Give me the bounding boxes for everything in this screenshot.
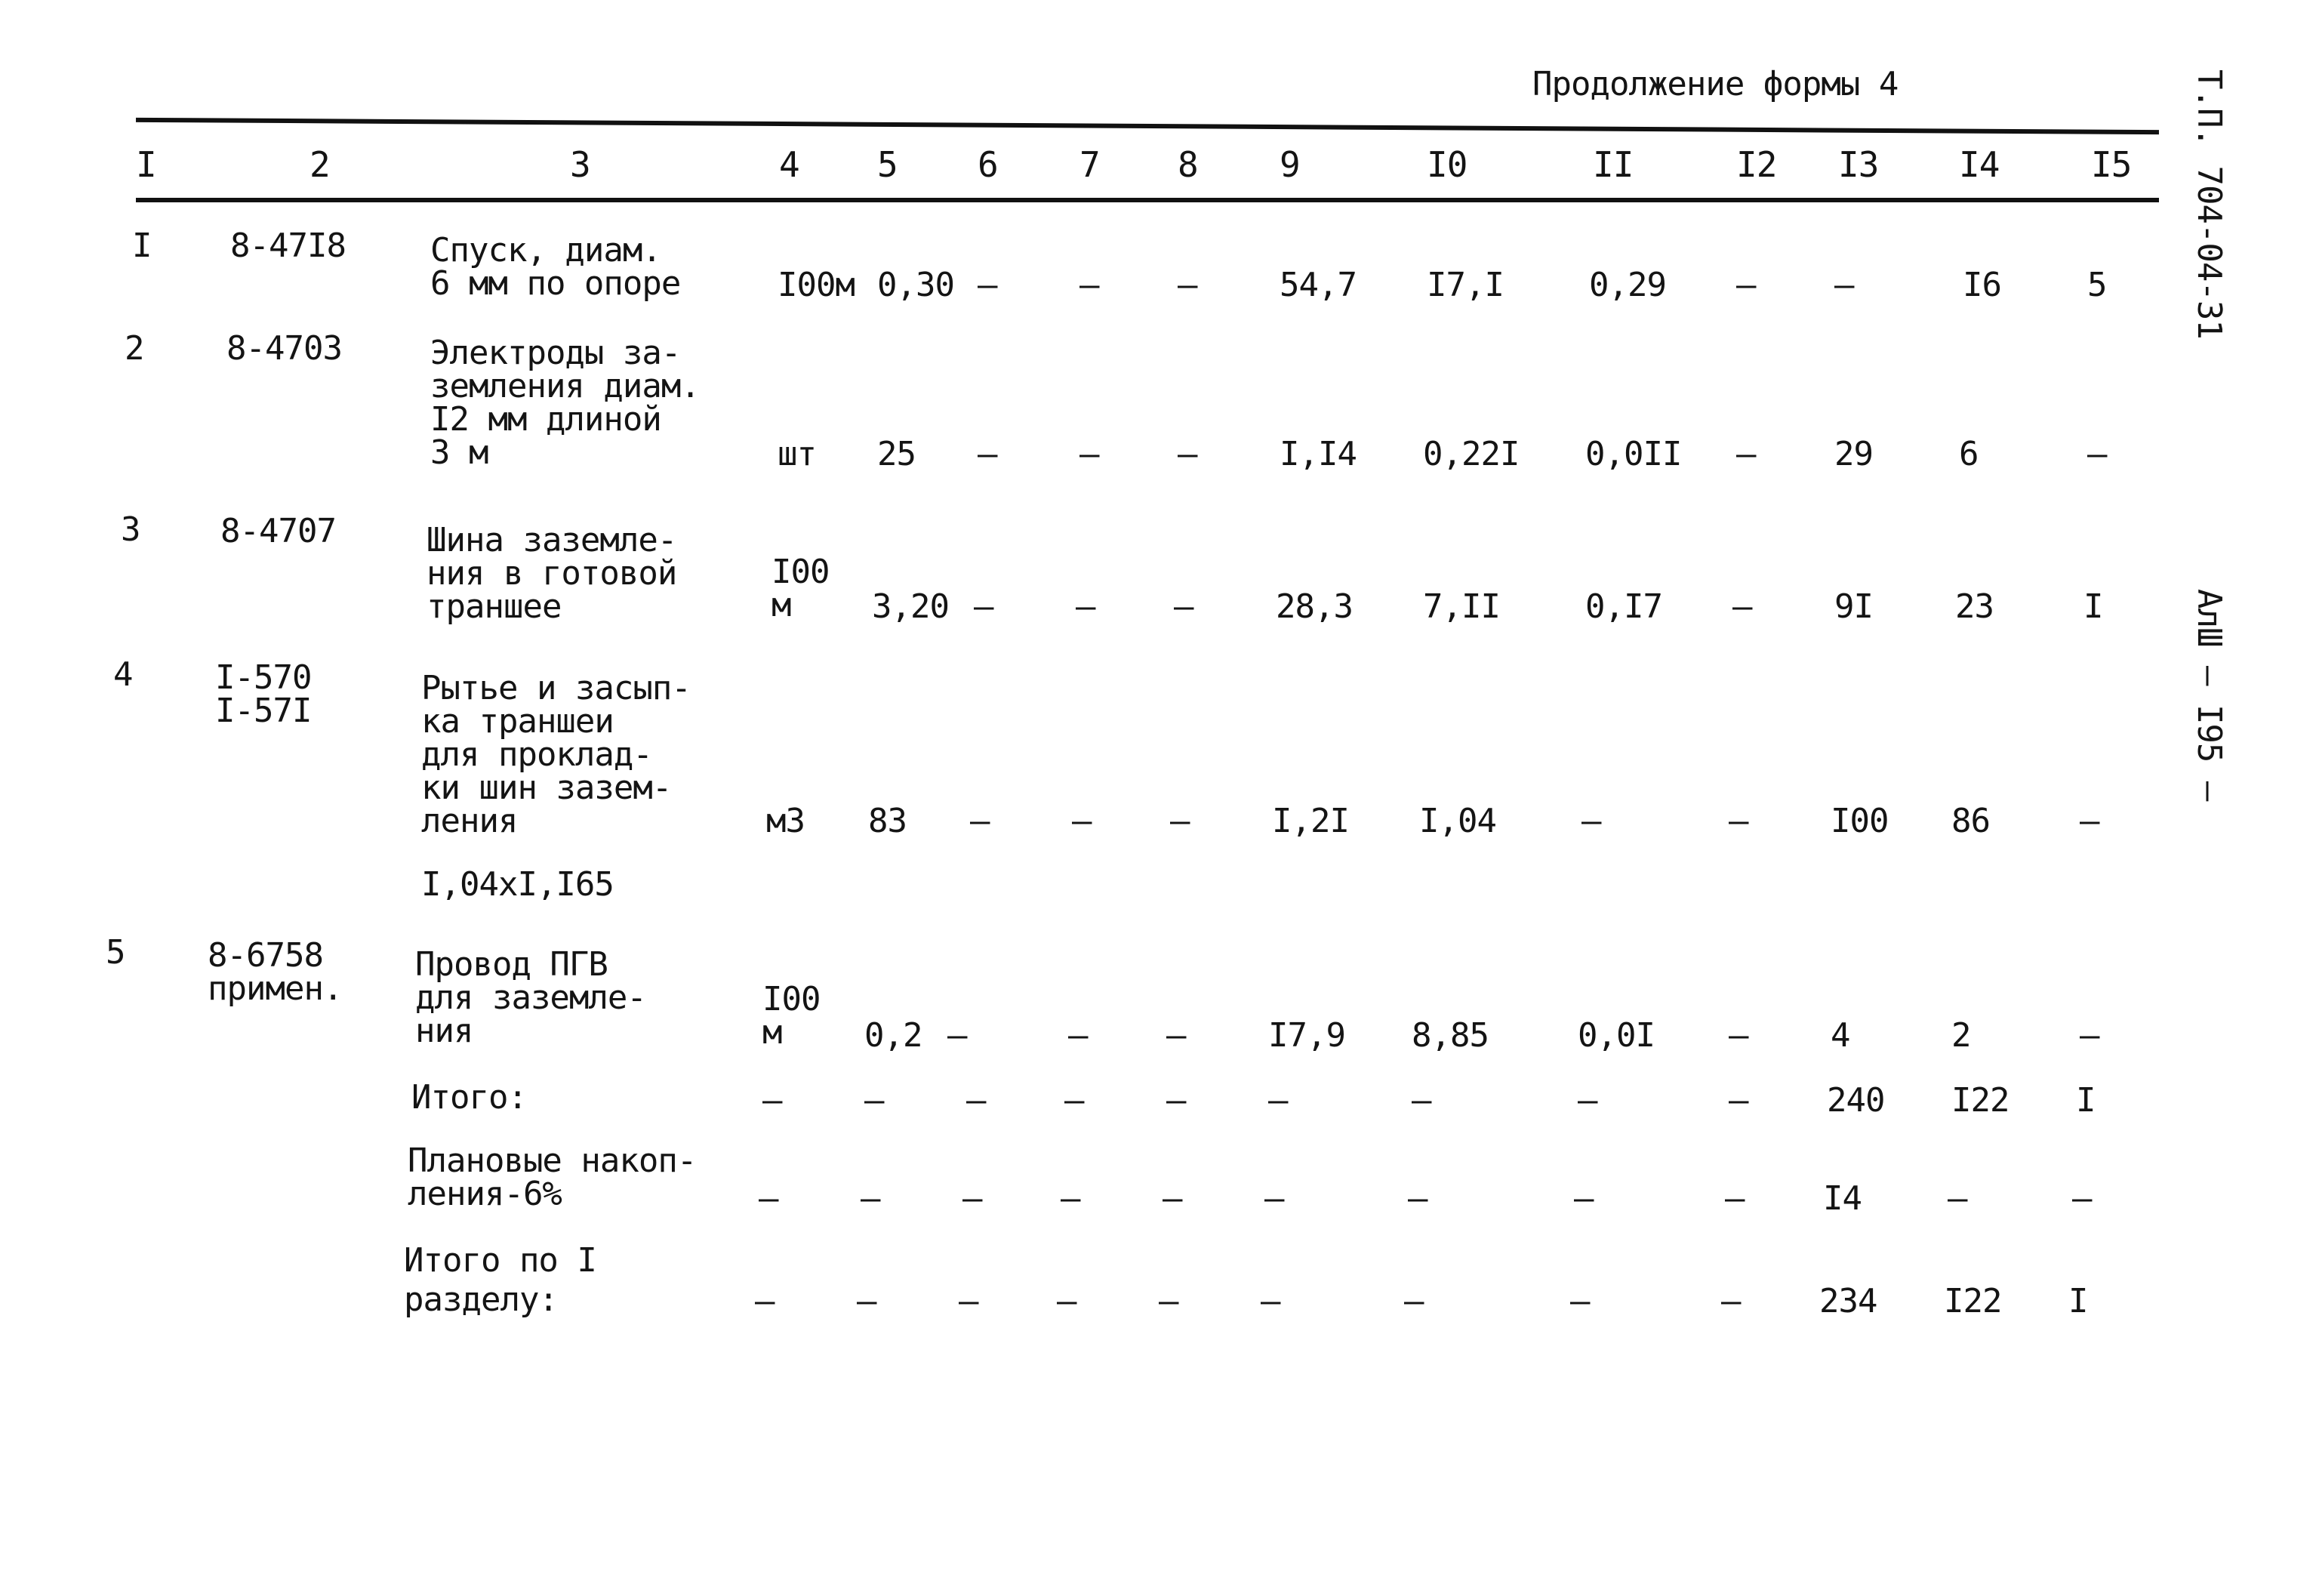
- row-number: 4: [113, 655, 133, 694]
- row-desc: ния в готовой: [427, 554, 677, 593]
- col-header-5: 5: [877, 144, 898, 185]
- row-c6: –: [978, 435, 997, 473]
- total-dash: –: [864, 1081, 884, 1120]
- row-c8: –: [1178, 266, 1197, 304]
- row-code: 8-4707: [220, 512, 336, 550]
- row-c14: 6: [1959, 435, 1979, 473]
- continuation-note: Продолжение формы 4: [1532, 65, 1899, 103]
- total-dash: –: [1061, 1179, 1080, 1218]
- row-desc: ка траншеи: [421, 702, 614, 741]
- row-c11: 0,0II: [1585, 435, 1682, 473]
- row-c10: 0,22I: [1423, 435, 1520, 473]
- col-header-1: I: [136, 144, 156, 185]
- row-c10: 8,85: [1412, 1016, 1489, 1055]
- row-c5: 0,30: [877, 266, 954, 304]
- total-dash: –: [1570, 1282, 1590, 1320]
- row-desc: ки шин зазем-: [421, 769, 672, 807]
- row-c14: I6: [1963, 266, 2001, 304]
- row-number: I: [132, 226, 152, 265]
- row-unit: шт: [778, 435, 816, 473]
- total-c14: –: [1948, 1179, 1967, 1218]
- total-c15: I: [2068, 1282, 2088, 1320]
- total-dash: –: [966, 1081, 986, 1120]
- total-dash: –: [1408, 1179, 1427, 1218]
- row-c15: –: [2080, 1016, 2099, 1055]
- row-desc: ления: [421, 802, 518, 840]
- total-dash: –: [1159, 1282, 1178, 1320]
- row-unit: I00: [771, 553, 830, 591]
- total-dash: –: [1574, 1179, 1594, 1218]
- row-code: I-57I: [215, 692, 312, 730]
- row-c15: I: [2083, 587, 2103, 626]
- row-desc: I2 мм длиной: [430, 400, 661, 439]
- row-desc: Шина заземле-: [427, 521, 677, 559]
- row-c10: 7,II: [1423, 587, 1500, 626]
- col-header-8: 8: [1178, 144, 1198, 185]
- total-c13: I4: [1823, 1179, 1862, 1218]
- row-c12: –: [1729, 802, 1748, 840]
- total-label: Итого по I: [404, 1241, 596, 1280]
- total-c15: I: [2076, 1081, 2096, 1120]
- total-dash: –: [861, 1179, 880, 1218]
- col-header-10: I0: [1427, 144, 1467, 185]
- row-desc: для заземле-: [415, 978, 646, 1017]
- row-unit: I00м: [778, 266, 855, 304]
- total-dash: –: [1729, 1081, 1748, 1120]
- row-c14: 86: [1951, 802, 1990, 840]
- total-dash: –: [1064, 1081, 1084, 1120]
- row-desc: ния: [415, 1012, 473, 1050]
- row-c13: 9I: [1834, 587, 1873, 626]
- total-c15: –: [2072, 1179, 2092, 1218]
- side-document-code: Т.П. 704-04-31: [2190, 69, 2228, 339]
- total-dash: –: [1412, 1081, 1431, 1120]
- row-desc: 6 мм по опоре: [430, 264, 681, 303]
- total-label: ления-6%: [408, 1175, 562, 1213]
- total-c13: 234: [1819, 1282, 1877, 1320]
- side-page-number: АлШ – I95 –: [2190, 589, 2228, 801]
- col-header-2: 2: [310, 144, 330, 185]
- row-extra-formula: I,04хI,I65: [421, 865, 614, 904]
- row-c7: –: [1068, 1016, 1088, 1055]
- row-c12: –: [1736, 435, 1756, 473]
- row-code: 8-47I8: [230, 226, 346, 265]
- header-top-rule: [136, 118, 2159, 134]
- row-c6: –: [970, 802, 990, 840]
- row-number: 2: [125, 329, 144, 368]
- total-label: Итого:: [411, 1078, 527, 1117]
- row-c12: –: [1729, 1016, 1748, 1055]
- row-c15: 5: [2087, 266, 2107, 304]
- row-c10: I7,I: [1427, 266, 1504, 304]
- col-header-7: 7: [1079, 144, 1100, 185]
- total-dash: –: [1404, 1282, 1424, 1320]
- total-c13: 240: [1827, 1081, 1885, 1120]
- total-dash: –: [1057, 1282, 1076, 1320]
- row-number: 3: [121, 510, 140, 549]
- row-desc: Спуск, диам.: [430, 231, 661, 270]
- row-c7: –: [1079, 435, 1099, 473]
- col-header-14: I4: [1959, 144, 2000, 185]
- total-c14: I22: [1951, 1081, 2009, 1120]
- total-dash: –: [755, 1282, 775, 1320]
- col-header-6: 6: [978, 144, 998, 185]
- row-c11: 0,0I: [1578, 1016, 1655, 1055]
- col-header-15: I5: [2091, 144, 2132, 185]
- row-number: 5: [106, 933, 125, 972]
- row-c11: 0,29: [1589, 266, 1666, 304]
- row-c5: 0,2: [864, 1016, 922, 1055]
- row-c14: 2: [1951, 1016, 1971, 1055]
- row-c5: 3,20: [872, 587, 949, 626]
- total-dash: –: [857, 1282, 876, 1320]
- row-c6: –: [947, 1016, 967, 1055]
- total-dash: –: [1264, 1179, 1284, 1218]
- total-dash: –: [962, 1179, 982, 1218]
- row-c9: I,I4: [1280, 435, 1357, 473]
- row-desc: земления диам.: [430, 367, 700, 405]
- row-c13: 4: [1831, 1016, 1850, 1055]
- row-unit: м: [771, 586, 791, 624]
- row-c14: 23: [1955, 587, 1994, 626]
- row-c11: –: [1581, 802, 1601, 840]
- col-header-9: 9: [1280, 144, 1300, 185]
- row-c9: I,2I: [1272, 802, 1349, 840]
- row-c8: –: [1178, 435, 1197, 473]
- total-dash: –: [759, 1179, 778, 1218]
- total-dash: –: [1721, 1282, 1741, 1320]
- row-desc: для проклад-: [421, 735, 652, 774]
- row-c12: –: [1736, 266, 1756, 304]
- total-dash: –: [762, 1081, 782, 1120]
- row-desc: Рытье и засып-: [421, 669, 691, 707]
- row-c8: –: [1170, 802, 1190, 840]
- col-header-4: 4: [779, 144, 799, 185]
- row-c10: I,04: [1419, 802, 1496, 840]
- row-desc: траншее: [427, 587, 562, 626]
- col-header-3: 3: [570, 144, 590, 185]
- row-c9: 28,3: [1276, 587, 1353, 626]
- row-code: примен.: [208, 969, 343, 1008]
- row-c6: –: [974, 587, 993, 626]
- col-header-13: I3: [1838, 144, 1879, 185]
- row-c15: –: [2080, 802, 2099, 840]
- total-dash: –: [1166, 1081, 1186, 1120]
- row-c5: 83: [868, 802, 907, 840]
- row-c9: 54,7: [1280, 266, 1357, 304]
- row-code: 8-4703: [226, 329, 342, 368]
- row-c9: I7,9: [1268, 1016, 1345, 1055]
- total-dash: –: [1725, 1179, 1745, 1218]
- col-header-11: II: [1593, 144, 1634, 185]
- row-c7: –: [1079, 266, 1099, 304]
- row-desc: Электроды за-: [430, 334, 681, 372]
- row-c7: –: [1076, 587, 1095, 626]
- row-c12: –: [1732, 587, 1752, 626]
- row-c13: –: [1834, 266, 1854, 304]
- row-c6: –: [978, 266, 997, 304]
- total-dash: –: [1268, 1081, 1288, 1120]
- total-dash: –: [1163, 1179, 1182, 1218]
- total-label: разделу:: [404, 1280, 558, 1319]
- row-c11: 0,I7: [1585, 587, 1662, 626]
- row-c13: I00: [1831, 802, 1889, 840]
- total-dash: –: [959, 1282, 978, 1320]
- row-c7: –: [1072, 802, 1092, 840]
- col-header-12: I2: [1736, 144, 1777, 185]
- row-unit: м3: [766, 802, 805, 840]
- row-c15: –: [2087, 435, 2107, 473]
- total-dash: –: [1261, 1282, 1280, 1320]
- row-code: I-570: [215, 658, 312, 697]
- row-c5: 25: [877, 435, 916, 473]
- row-code: 8-6758: [208, 936, 323, 975]
- row-c8: –: [1166, 1016, 1186, 1055]
- total-label: Плановые накоп-: [408, 1142, 697, 1180]
- row-unit: I00: [762, 980, 821, 1018]
- header-bottom-rule: [136, 198, 2159, 202]
- total-dash: –: [1578, 1081, 1597, 1120]
- row-unit: м: [762, 1013, 782, 1052]
- row-c13: 29: [1834, 435, 1873, 473]
- row-desc: Провод ПГВ: [415, 945, 608, 984]
- row-desc: 3 м: [430, 433, 488, 472]
- row-c8: –: [1174, 587, 1193, 626]
- total-c14: I22: [1944, 1282, 2002, 1320]
